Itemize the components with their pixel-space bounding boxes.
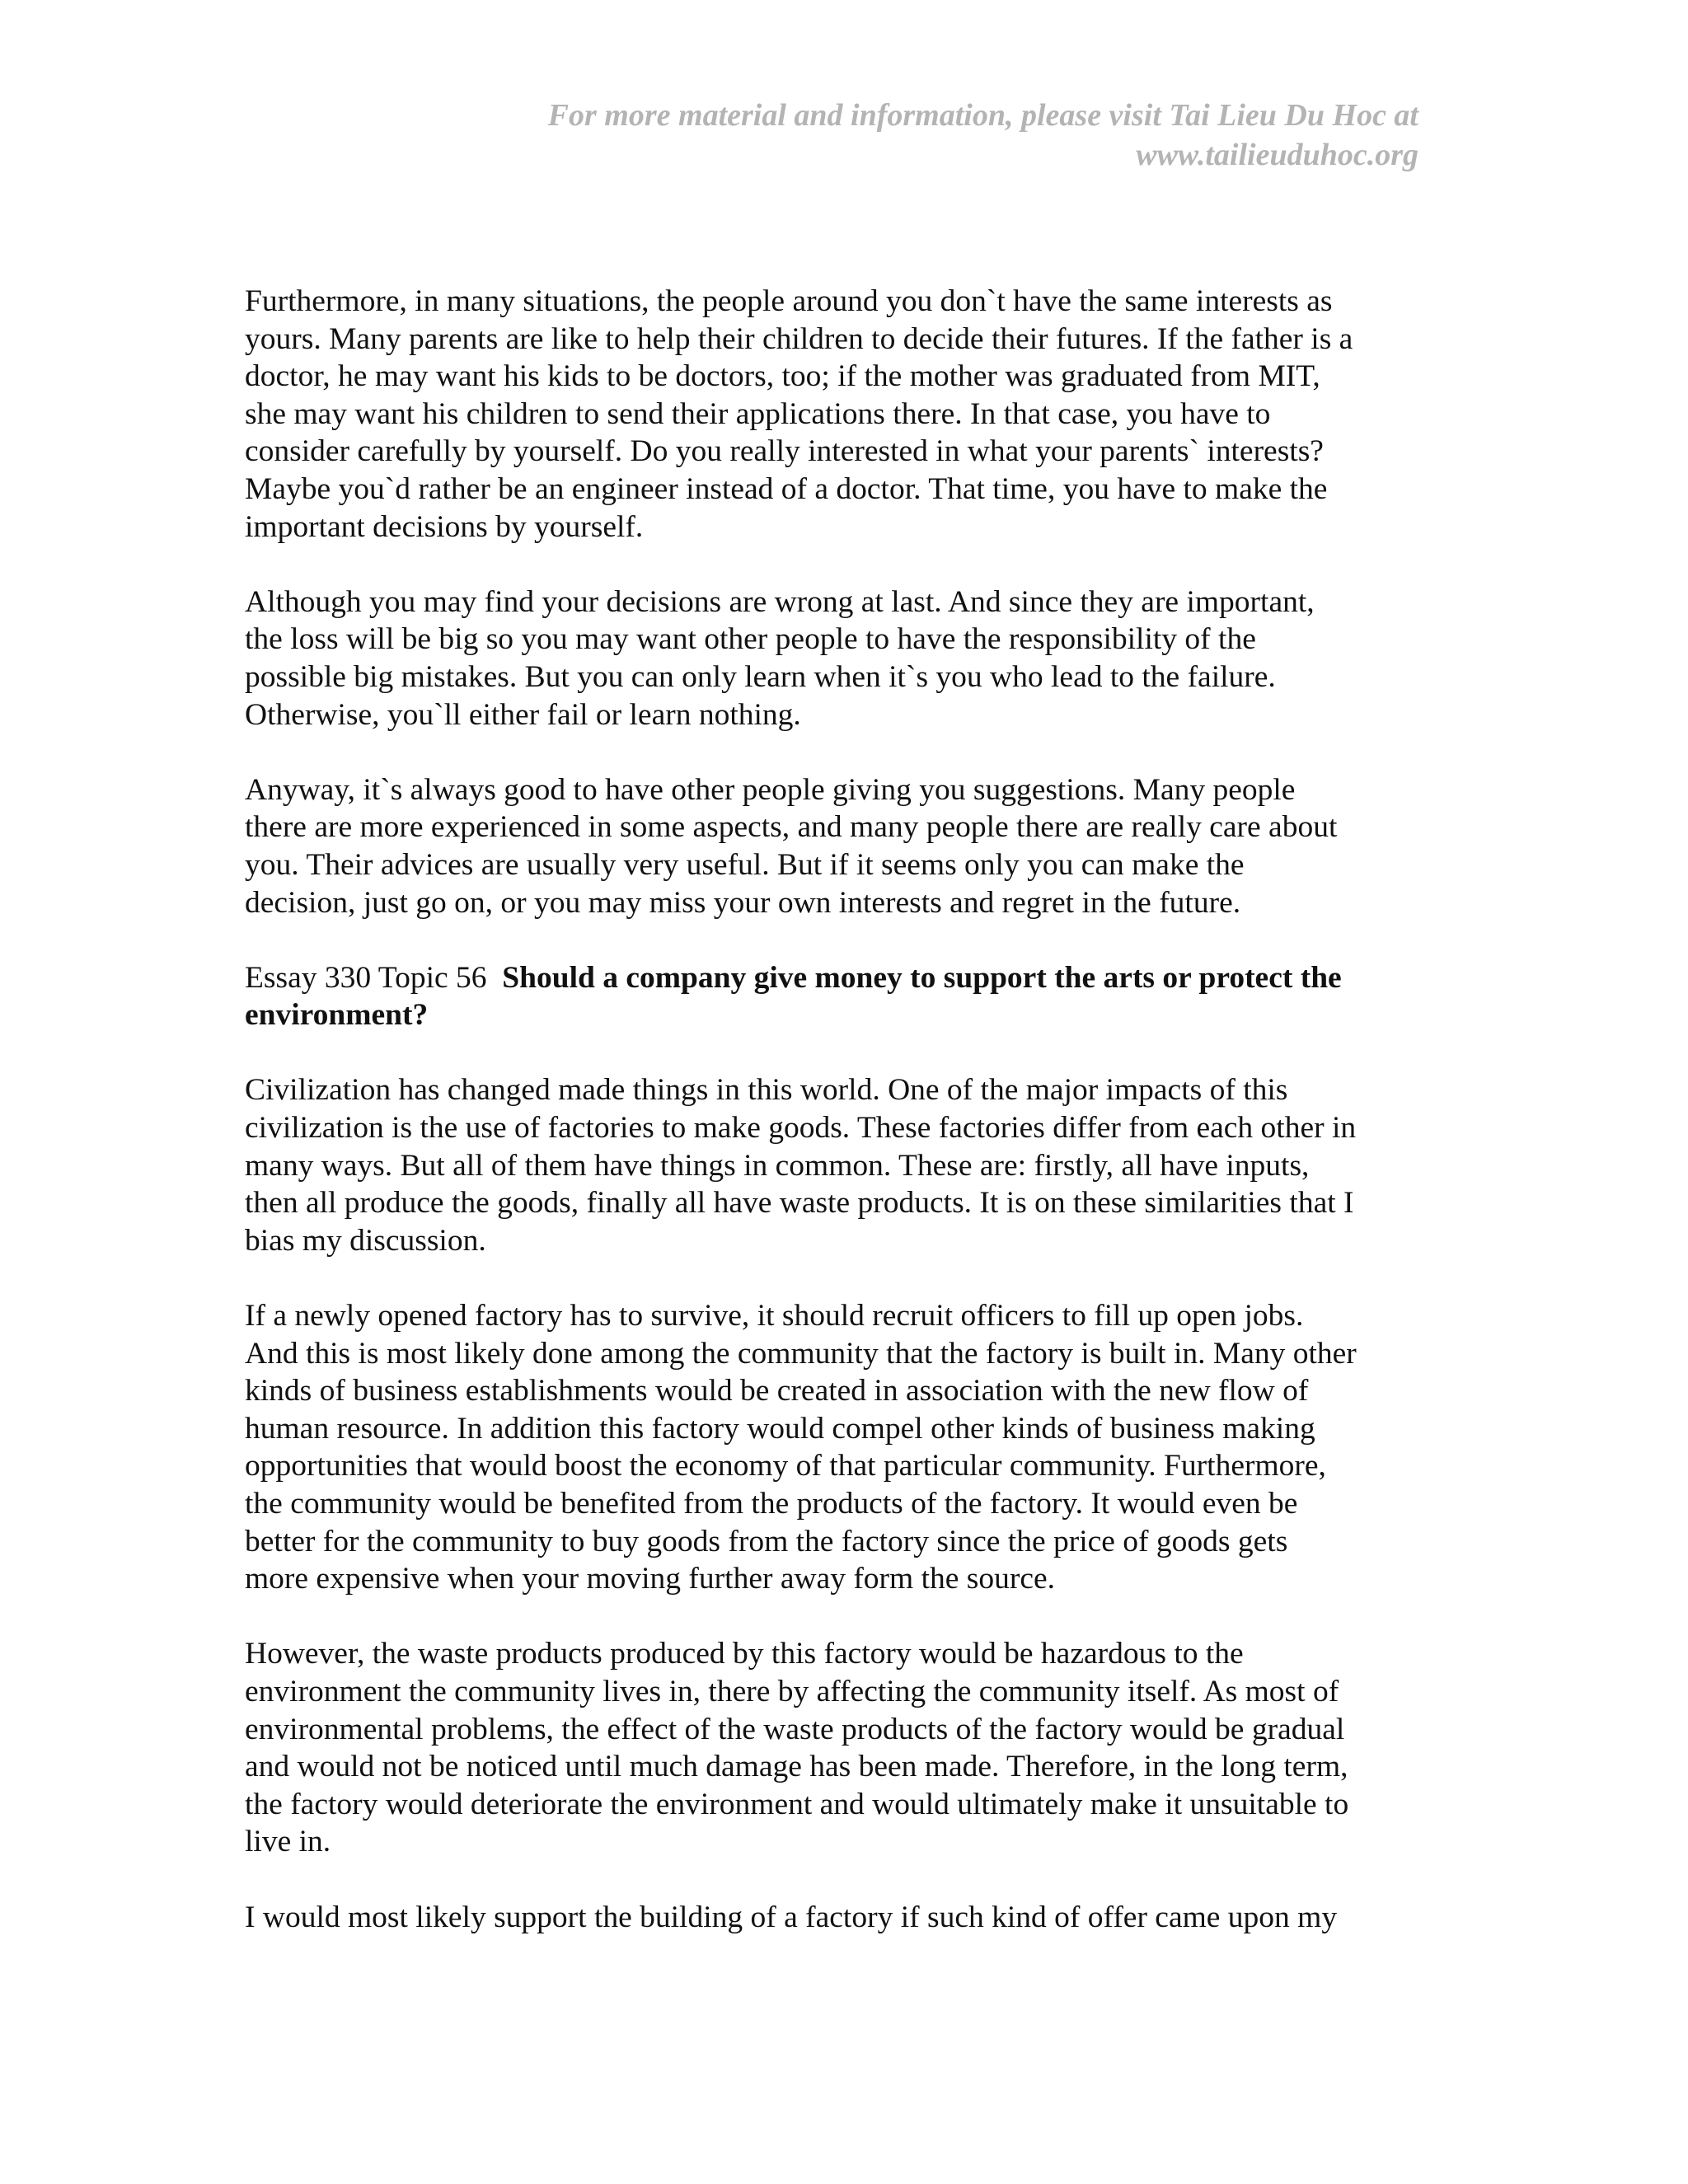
text-line: the community would be benefited from the products of the factory. It would even be (245, 1487, 1298, 1521)
header-website: www.tailieuduhoc.org (1136, 138, 1418, 172)
text-line: live in. (245, 1825, 331, 1859)
text-line: consider carefully by yourself. Do you really interested in what your parents` interests? (245, 434, 1324, 469)
text-line: then all produce the goods, finally all have waste products. It is on these similarities that I (245, 1186, 1354, 1221)
paragraph-2 (245, 583, 1432, 733)
text-line: Civilization has changed made things in this world. One of the major impacts of this (245, 1073, 1288, 1108)
text-line: However, the waste products produced by this factory would be hazardous to the (245, 1637, 1244, 1671)
text-line: and would not be noticed until much damage has been made. Therefore, in the long term, (245, 1750, 1348, 1784)
text-line: possible big mistakes. But you can only learn when it`s you who lead to the failure. (245, 659, 1276, 694)
essay-heading-line-1 (245, 959, 1432, 997)
text-line: environmental problems, the effect of the waste products of the factory would be gradual (245, 1712, 1345, 1746)
text-line: Although you may find your decisions are wrong at last. And since they are important, (245, 584, 1315, 619)
text-line: If a newly opened factory has to survive, it should recruit officers to fill up open jobs. (245, 1299, 1304, 1333)
text-line: Maybe you`d rather be an engineer instead of a doctor. That time, you have to make the (245, 471, 1328, 506)
essay-paragraph-3 (245, 1635, 1432, 1861)
essay-number: Essay 330 Topic 56 (245, 960, 503, 995)
essay-topic-title: Should a company give money to support the arts or protect the (502, 960, 1342, 995)
text-line: there are more experienced in some aspects, and many people there are really care about (245, 810, 1338, 845)
text-line: doctor, he may want his kids to be doctors, too; if the mother was graduated from MIT, (245, 359, 1320, 394)
text-line: Anyway, it`s always good to have other people giving you suggestions. Many people (245, 772, 1296, 807)
text-line: Furthermore, in many situations, the people around you don`t have the same interests as (245, 284, 1333, 318)
text-line: decision, just go on, or you may miss your own interests and regret in the future. (245, 885, 1241, 920)
text-line: the factory would deteriorate the environment and would ultimately make it unsuitable to (245, 1787, 1349, 1821)
text-line: you. Their advices are usually very useful. But if it seems only you can make the (245, 847, 1245, 882)
text-line: opportunities that would boost the economy of that particular community. Furthermore, (245, 1449, 1326, 1483)
text-line: Otherwise, you`ll either fail or learn nothing. (245, 697, 801, 732)
essay-paragraph-4 (245, 1899, 1432, 1937)
paragraph-1 (245, 283, 1432, 546)
text-line: yours. Many parents are like to help their children to decide their futures. If the father is a (245, 321, 1353, 356)
text-line: kinds of business establishments would be created in association with the new flow of (245, 1374, 1309, 1408)
text-line: many ways. But all of them have things in common. These are: firstly, all have inputs, (245, 1148, 1310, 1183)
text-line: more expensive when your moving further away form the source. (245, 1562, 1056, 1596)
text-line: important decisions by yourself. (245, 509, 644, 544)
text-line: the loss will be big so you may want other people to have the responsibility of the (245, 622, 1256, 657)
essay-heading (245, 959, 1432, 1034)
essay-topic-title-continued: environment? (245, 998, 429, 1033)
essay-paragraph-2 (245, 1297, 1432, 1598)
document-body (245, 283, 1432, 1974)
text-line: environment the community lives in, there by affecting the community itself. As most of (245, 1674, 1339, 1708)
page-header (265, 96, 1418, 175)
text-line: she may want his children to send their applications there. In that case, you have to (245, 396, 1271, 431)
text-line: human resource. In addition this factory would compel other kinds of business making (245, 1411, 1315, 1446)
essay-paragraph-1 (245, 1071, 1432, 1259)
text-line: And this is most likely done among the community that the factory is built in. Many other (245, 1336, 1357, 1371)
text-line: civilization is the use of factories to make goods. These factories differ from each other in (245, 1111, 1357, 1146)
header-line-1: For more material and information, please visit Tai Lieu Du Hoc at (547, 98, 1418, 133)
text-line: I would most likely support the building of a factory if such kind of offer came upon my (245, 1900, 1338, 1934)
text-line: bias my discussion. (245, 1223, 486, 1258)
paragraph-3 (245, 771, 1432, 921)
text-line: better for the community to buy goods from the factory since the price of goods gets (245, 1524, 1288, 1558)
